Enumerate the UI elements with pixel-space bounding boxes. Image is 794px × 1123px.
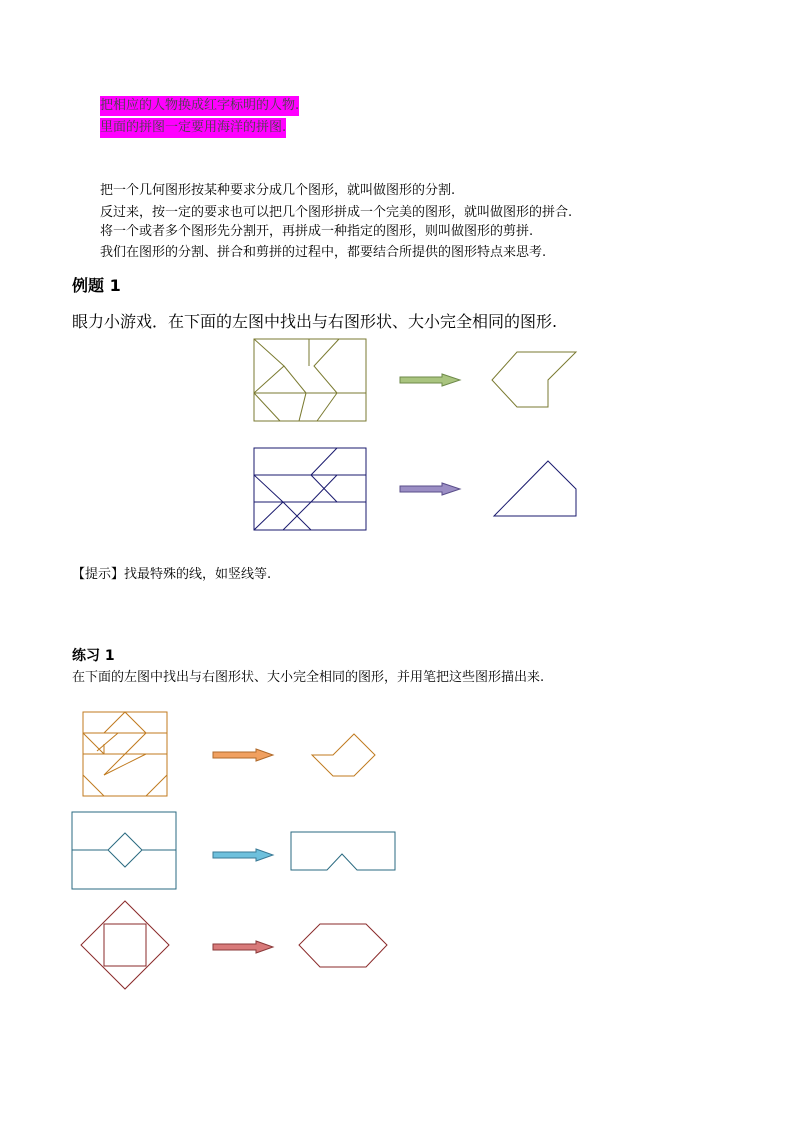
intro-line-3: 将一个或者多个图形先分割开，再拼成一种指定的图形，则叫做图形的剪拼. <box>100 224 534 239</box>
note-line-1: 把相应的人物换成红字标明的人物. <box>100 96 299 116</box>
example-1-question: 眼力小游戏．在下面的左图中找出与右图形状、大小完全相同的图形. <box>72 312 558 331</box>
intro-line-2: 反过来，按一定的要求也可以把几个图形拼成一个完美的图形，就叫做图形的拼合. <box>100 205 573 220</box>
example-1-title: 例题 1 <box>72 276 121 295</box>
note-line-2: 里面的拼图一定要用海洋的拼图. <box>100 118 286 138</box>
practice-1-question: 在下面的左图中找出与右图形状、大小完全相同的图形，并用笔把这些图形描出来. <box>72 670 545 685</box>
example-1-hint: 【提示】找最特殊的线，如竖线等. <box>72 567 272 582</box>
practice-1-title: 练习 1 <box>72 648 115 664</box>
intro-line-4: 我们在图形的分割、拼合和剪拼的过程中，都要结合所提供的图形特点来思考. <box>100 245 547 260</box>
intro-line-1: 把一个几何图形按某种要求分成几个图形，就叫做图形的分割. <box>100 183 456 198</box>
